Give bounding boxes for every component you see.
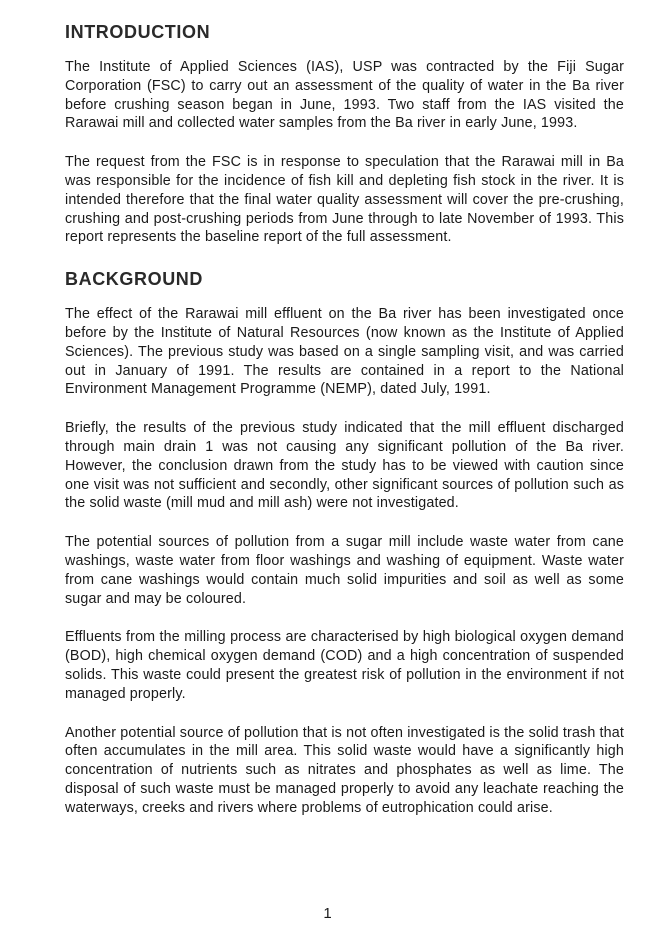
intro-paragraph-1: The Institute of Applied Sciences (IAS), USP was contracted by the Fiji Sugar Corporation (FSC) to carry out an assessment of the quality of water in the Ba river before crushing season began in June, 1993. Two staff from the IAS visited the Rarawai mill and collected water samples from the Ba river in early June, 1993. — [65, 59, 624, 132]
section-heading-background: BACKGROUND — [65, 269, 203, 290]
background-paragraph-2: Briefly, the results of the previous study indicated that the mill effluent discharged through main drain 1 was not causing any significant pollution of the Ba river. However, the conclusion drawn from the study has to be viewed with caution since one visit was not sufficient and secondly, other significant sources of pollution such as the solid waste (mill mud and mill ash) were not investigated. — [65, 420, 624, 512]
background-paragraph-4: Effluents from the milling process are characterised by high biological oxygen demand (BOD), high chemical oxygen demand (COD) and a high concentration of suspended solids. This waste could present the greatest risk of pollution in the environment if not managed properly. — [65, 629, 624, 702]
page-content — [65, 20, 624, 818]
section-heading-introduction: INTRODUCTION — [65, 22, 211, 42]
background-paragraph-5: Another potential source of pollution that is not often investigated is the solid trash that often accumulates in the mill area. This solid waste would have a significantly high concentration of nutrients such as nitrates and phosphates as well as lime. The disposal of such waste must be managed properly to avoid any leachate reaching the waterways, creeks and rivers where problems of eutrophication could arise. — [65, 724, 625, 816]
intro-paragraph-2: The request from the FSC is in response to speculation that the Rarawai mill in Ba was responsible for the incidence of fish kill and depleting fish stock in the river. It is intended therefore that the final water quality assessment will cover the pre-crushing, crushing and post-crushing periods from June through to late November of 1993. This report represents the baseline report of the full assessment. — [65, 154, 624, 246]
background-paragraph-3: The potential sources of pollution from a sugar mill include waste water from cane washings, waste water from floor washings and washing of equipment. Waste water from cane washings would contain much solid impurities and soil as well as some sugar and may be coloured. — [65, 534, 624, 607]
page-number: 1 — [323, 905, 332, 922]
background-paragraph-1: The effect of the Rarawai mill effluent on the Ba river has been investigated once before by the Institute of Natural Resources (now known as the Institute of Applied Sciences). The previous study was based on a single sampling visit, and was carried out in January of 1991. The results are contained in a report to the National Environment Management Programme (NEMP), dated July, 1991. — [65, 306, 624, 398]
